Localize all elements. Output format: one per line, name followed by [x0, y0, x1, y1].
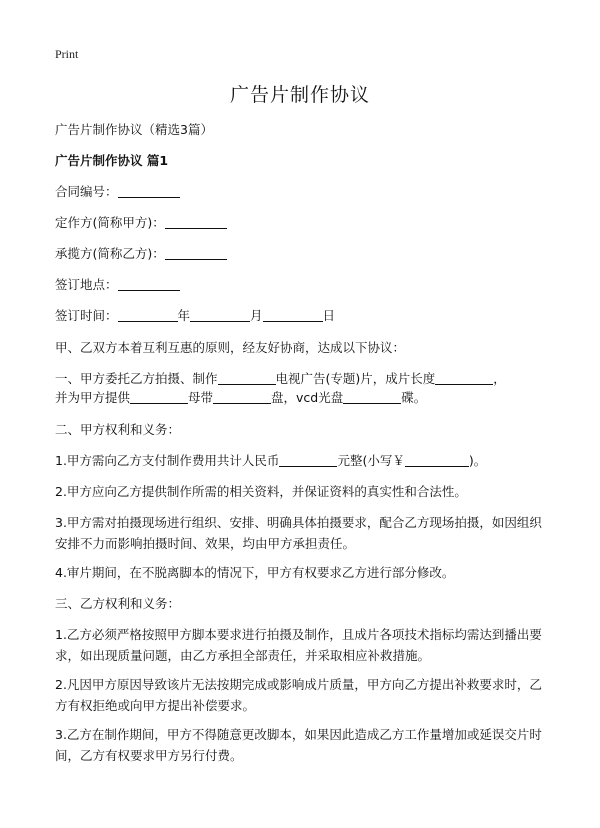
clause2-item1-text-b: 元整(小写￥ — [337, 453, 405, 468]
clause1-text-b: 电视广告(专题)片，成片长度 — [275, 371, 436, 386]
clause1-blank-provide — [130, 389, 188, 404]
clause2-item3: 3.甲方需对拍摄现场进行组织、安排、明确具体拍摄要求，配合乙方现场拍摄，如因组织安排不力而影响拍摄时间、效果，均由甲方承担责任。 — [55, 515, 542, 551]
clause1-text-f: 盘，vcd光盘 — [271, 390, 344, 405]
clause1-blank-length — [435, 370, 493, 385]
clause3-item2: 2.凡因甲方原因导致该片无法按期完成或影响成片质量，甲方向乙方提出补救要求时，乙方有权拒绝或向甲方提出补偿要求。 — [55, 677, 542, 713]
party-b-label: 承揽方(简称乙方)： — [55, 246, 165, 261]
clause2-item1-blank-amount — [279, 452, 337, 467]
clause1-text-c: ， — [493, 371, 506, 386]
contract-number-blank — [118, 183, 180, 198]
clause1-line1 — [55, 368, 552, 389]
clause2-item2: 2.甲方应向乙方提供制作所需的相关资料，并保证资料的真实性和合法性。 — [55, 484, 467, 499]
clause3-item1: 1.乙方必须严格按照甲方脚本要求进行拍摄及制作，且成片各项技术指标均需达到播出要求，如出现质量问题，由乙方承担全部责任，并采取相应补救措施。 — [55, 627, 542, 663]
sign-year-blank — [118, 307, 178, 322]
section-title: 广告片制作协议 篇1 — [55, 153, 169, 168]
clause1-text-a: 一、甲方委托乙方拍摄、制作 — [55, 371, 218, 386]
document-title: 广告片制作协议 — [229, 84, 370, 106]
clause1-line2 — [55, 387, 552, 408]
contract-number-row — [55, 181, 552, 202]
clause3-title: 三、乙方权利和义务： — [55, 596, 181, 611]
sign-place-row — [55, 274, 552, 295]
clause1-text-g: 碟。 — [401, 390, 427, 405]
party-a-blank — [165, 214, 227, 229]
clause1-text-e: 母带 — [188, 390, 214, 405]
clause2-title: 二、甲方权利和义务： — [55, 422, 181, 437]
clause1-text-d: 并为甲方提供 — [55, 390, 131, 405]
clause2-item1-text-c: )。 — [468, 453, 487, 468]
clause2-item1-blank-small — [405, 452, 469, 467]
sign-time-label: 签订时间： — [55, 308, 118, 323]
sign-month-blank — [190, 307, 250, 322]
clause1-blank-master — [213, 389, 271, 404]
clause1-blank-vcd — [343, 389, 401, 404]
sign-time-row — [55, 305, 552, 326]
sign-place-blank — [118, 276, 180, 291]
party-b-blank — [165, 245, 227, 260]
clause3-item3: 3.乙方在制作期间，甲方不得随意更改脚本，如果因此造成乙方工作量增加或延误交片时间，乙方有权要求甲方另行付费。 — [55, 727, 542, 763]
sign-month-label: 月 — [250, 308, 263, 323]
clause2-item4: 4.审片期间，在不脱离脚本的情况下，甲方有权要求乙方进行部分修改。 — [55, 565, 455, 580]
contract-number-label: 合同编号： — [55, 184, 118, 199]
party-b-row — [55, 243, 552, 264]
sign-day-label: 日 — [322, 308, 336, 323]
sign-year-label: 年 — [177, 308, 191, 323]
party-a-label: 定作方(简称甲方)： — [55, 215, 165, 230]
intro-paragraph: 甲、乙双方本着互利互惠的原则，经友好协商，达成以下协议： — [55, 340, 406, 355]
clause2-item1 — [55, 450, 552, 471]
clause1-blank-producer — [218, 370, 276, 385]
sign-day-blank — [263, 307, 323, 322]
clause2-item1-text-a: 1.甲方需向乙方支付制作费用共计人民币 — [55, 453, 280, 468]
party-a-row — [55, 212, 552, 233]
print-label: Print — [55, 47, 79, 61]
document-subtitle: 广告片制作协议（精选3篇） — [55, 122, 213, 137]
sign-place-label: 签订地点： — [55, 277, 118, 292]
